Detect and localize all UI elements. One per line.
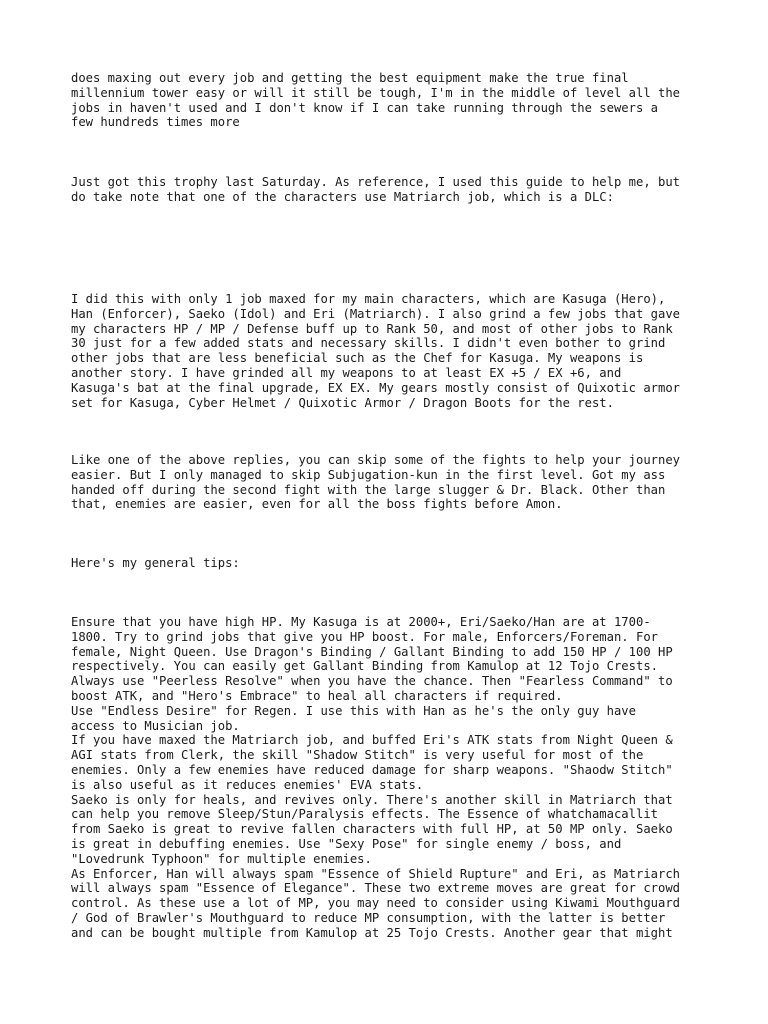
- paragraph-general-tips: Ensure that you have high HP. My Kasuga is at 2000+, Eri/Saeko/Han are at 1700- 1800. Try to grind jobs that give you HP boost. For male, Enforcers/Foreman. For female, Night Queen. Use Dragon's Binding / Gallant Binding to add 150 HP / 100 HP respectively. You can easily get Gallant Binding from Kamulop at 12 Tojo Crests. Always use "Peerless Resolve" when you have the chance. Then "Fearless Command" to boost ATK, and "Hero's Embrace" to heal all characters if required. Use "Endless Desire" for Regen. I use this with Han as he's the only guy have access to Musician job. If you have maxed the Matriarch job, and buffed Eri's ATK stats from Night Queen & AGI stats from Clerk, the skill "Shadow Stitch" is very useful for most of the enemies. Only a few enemies have reduced damage for sharp weapons. "Shaodw Stitch" is also useful as it reduces enemies' EVA stats. Saeko is only for heals, and revives only. There's another skill in Matriarch that can help you remove Sleep/Stun/Paralysis effects. The Essence of whatchamacallit from Saeko is great to revive fallen characters with full HP, at 50 MP only. Saeko is great in debuffing enemies. Use "Sexy Pose" for single enemy / boss, and "Lovedrunk Typhoon" for multiple enemies. As Enforcer, Han will always spam "Essence of Shield Rupture" and Eri, as Matriarch will always spam "Essence of Elegance". These two extreme moves are great for crowd control. As these use a lot of MP, you may need to consider using Kiwami Mouthguard / God of Brawler's Mouthguard to reduce MP consumption, with the latter is better and can be bought multiple from Kamulop at 25 Tojo Crests. Another gear that might: [71, 615, 681, 940]
- paragraph-skip-fights: Like one of the above replies, you can skip some of the fights to help your journey easier. But I only managed to skip Subjugation-kun in the first level. Got my ass handed off during the second fight with the large slugger & Dr. Black. Other than that, enemies are easier, even for all the boss fights before Amon.: [71, 453, 681, 512]
- paragraph-question: does maxing out every job and getting the best equipment make the true final millennium tower easy or will it still be tough, I'm in the middle of level all the jobs in haven't used and I don't know if I can take running through the sewers a few hundreds times more: [71, 71, 681, 130]
- paragraph-trophy-intro: Just got this trophy last Saturday. As reference, I used this guide to help me, but do take note that one of the characters use Matriarch job, which is a DLC:: [71, 175, 681, 204]
- paragraph-job-setup: I did this with only 1 job maxed for my main characters, which are Kasuga (Hero), Han (Enforcer), Saeko (Idol) and Eri (Matriarch). I also grind a few jobs that gave my characters HP / MP / Defense buff up to Rank 50, and most of other jobs to Rank 30 just for a few added stats and necessary skills. I didn't even bother to grind other jobs that are less beneficial such as the Chef for Kasuga. My weapons is another story. I have grinded all my weapons to at least EX +5 / EX +6, and Kasuga's bat at the final upgrade, EX EX. My gears mostly consist of Quixotic armor set for Kasuga, Cyber Helmet / Quixotic Armor / Dragon Boots for the rest.: [71, 292, 681, 410]
- paragraph-tips-heading: Here's my general tips:: [71, 556, 240, 570]
